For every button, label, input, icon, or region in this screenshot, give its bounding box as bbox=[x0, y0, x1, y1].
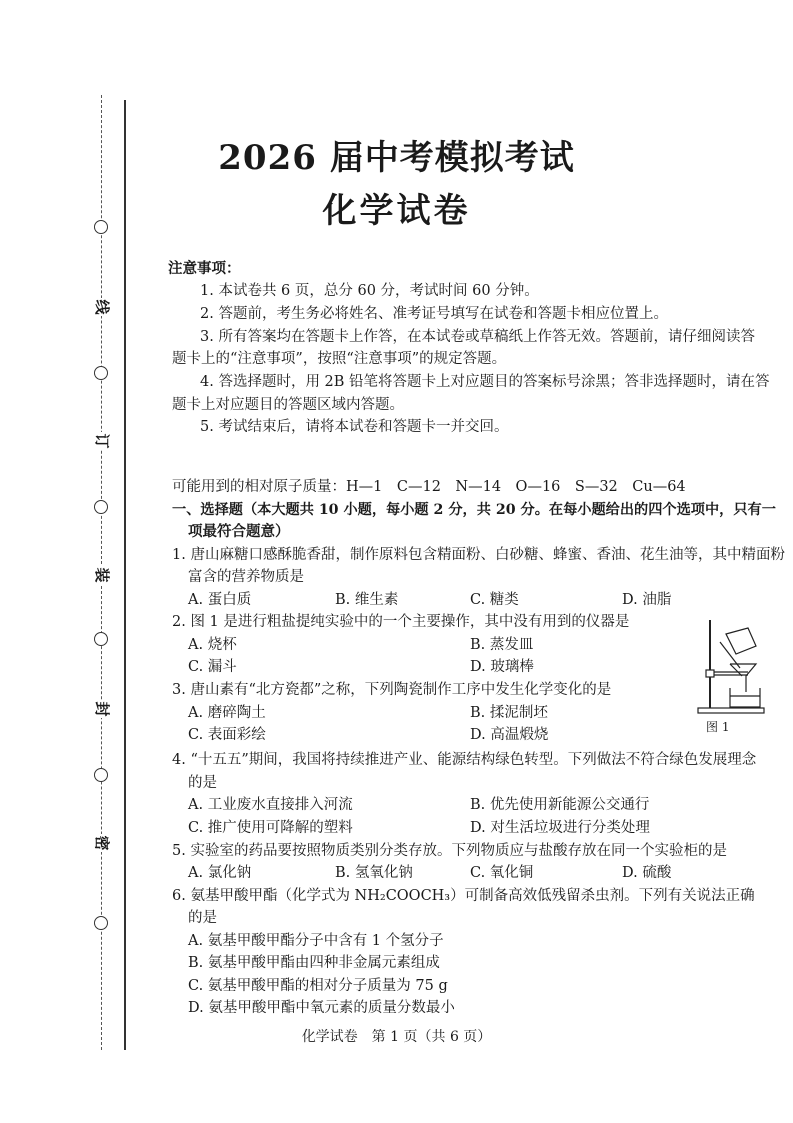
question-4-stem: 4. “十五五”期间，我国将持续推进产业、能源结构绿色转型。下列做法不符合绿色发展理念 bbox=[172, 752, 757, 768]
question-6-stem: 6. 氨基甲酸甲酯（化学式为 NH₂COOCH₃）可制备高效低残留杀虫剂。下列有关说法正确 bbox=[172, 888, 755, 904]
question-5-stem: 5. 实验室的药品要按照物质类别分类存放。下列物质应与盐酸存放在同一个实验柜的是 bbox=[172, 843, 727, 859]
q1-option-b: B. 维生素 bbox=[335, 592, 399, 608]
question-4-stem-cont: 的是 bbox=[188, 775, 217, 791]
binding-solid-line bbox=[124, 100, 126, 1050]
binding-char-zhuang: 装 bbox=[93, 567, 111, 583]
atomic-masses: 可能用到的相对原子质量：H—1 C—12 N—14 O—16 S—32 Cu—64 bbox=[172, 479, 686, 495]
q4-option-b: B. 优先使用新能源公交通行 bbox=[470, 797, 650, 813]
q6-option-b: B. 氨基甲酸甲酯由四种非金属元素组成 bbox=[188, 955, 440, 971]
binding-char-feng: 封 bbox=[93, 701, 111, 717]
notes-item: 5. 考试结束后，请将本试卷和答题卡一并交回。 bbox=[200, 419, 509, 435]
q2-option-b: B. 蒸发皿 bbox=[470, 637, 534, 653]
exam-title: 2026 届中考模拟考试 bbox=[218, 138, 575, 178]
question-3-stem: 3. 唐山素有“北方瓷都”之称，下列陶瓷制作工序中发生化学变化的是 bbox=[172, 682, 612, 698]
q3-option-d: D. 高温煅烧 bbox=[470, 727, 549, 743]
filtration-apparatus-figure bbox=[690, 612, 770, 737]
notes-item: 4. 答选择题时，用 2B 铅笔将答题卡上对应题目的答案标号涂黑；答非选择题时，请在答 bbox=[200, 374, 770, 390]
q3-option-a: A. 磨碎陶土 bbox=[188, 705, 266, 721]
q4-option-d: D. 对生活垃圾进行分类处理 bbox=[470, 820, 650, 836]
binding-circle bbox=[94, 916, 108, 930]
q1-option-a: A. 蛋白质 bbox=[188, 592, 252, 608]
question-1-stem: 1. 唐山麻糖口感酥脆香甜，制作原料包含精面粉、白砂糖、蜂蜜、香油、花生油等，其中精面粉 bbox=[172, 547, 785, 563]
q6-option-d: D. 氨基甲酸甲酯中氧元素的质量分数最小 bbox=[188, 1000, 455, 1016]
binding-char-ding: 订 bbox=[93, 433, 111, 449]
figure-caption: 图 1 bbox=[706, 720, 730, 734]
q1-option-d: D. 油脂 bbox=[622, 592, 672, 608]
q5-option-b: B. 氢氧化钠 bbox=[335, 865, 413, 881]
q2-option-d: D. 玻璃棒 bbox=[470, 659, 534, 675]
q2-option-c: C. 漏斗 bbox=[188, 659, 237, 675]
q5-option-c: C. 氧化铜 bbox=[470, 865, 534, 881]
section-heading: 一、选择题（本大题共 10 小题，每小题 2 分，共 20 分。在每小题给出的四个选项中，只有一 bbox=[172, 502, 776, 518]
q6-option-c: C. 氨基甲酸甲酯的相对分子质量为 75 g bbox=[188, 978, 448, 994]
exam-subtitle: 化学试卷 bbox=[322, 191, 471, 231]
receiving-beaker bbox=[730, 688, 760, 707]
section-heading-cont: 项最符合题意） bbox=[188, 523, 290, 540]
q2-option-a: A. 烧杯 bbox=[188, 637, 237, 653]
binding-char-mi: 密 bbox=[93, 835, 111, 851]
q5-option-d: D. 硫酸 bbox=[622, 865, 672, 881]
binding-circle bbox=[94, 500, 108, 514]
binding-circle bbox=[94, 632, 108, 646]
notes-item: 1. 本试卷共 6 页，总分 60 分，考试时间 60 分钟。 bbox=[200, 283, 539, 299]
binding-circle bbox=[94, 768, 108, 782]
q4-option-c: C. 推广使用可降解的塑料 bbox=[188, 820, 353, 836]
binding-char-xian: 线 bbox=[93, 299, 111, 315]
q1-option-c: C. 糖类 bbox=[470, 592, 519, 608]
question-1-stem-cont: 富含的营养物质是 bbox=[188, 569, 304, 585]
q6-option-a: A. 氨基甲酸甲酯分子中含有 1 个氢分子 bbox=[188, 933, 444, 949]
notes-item: 题卡上对应题目的答题区域内答题。 bbox=[172, 397, 404, 413]
q4-option-a: A. 工业废水直接排入河流 bbox=[188, 797, 353, 813]
notes-item: 2. 答题前，考生务必将姓名、准考证号填写在试卷和答题卡相应位置上。 bbox=[200, 306, 668, 322]
question-2-stem: 2. 图 1 是进行粗盐提纯实验中的一个主要操作，其中没有用到的仪器是 bbox=[172, 614, 630, 630]
notes-item: 3. 所有答案均在答题卡上作答，在本试卷或草稿纸上作答无效。答题前，请仔细阅读答 bbox=[200, 329, 755, 345]
question-6-stem-cont: 的是 bbox=[188, 910, 217, 926]
q5-option-a: A. 氯化钠 bbox=[188, 865, 252, 881]
notes-heading: 注意事项： bbox=[168, 260, 241, 277]
page-footer: 化学试卷 第 1 页（共 6 页） bbox=[301, 1029, 492, 1045]
q3-option-b: B. 揉泥制坯 bbox=[470, 705, 548, 721]
stand-base bbox=[698, 708, 764, 713]
q3-option-c: C. 表面彩绘 bbox=[188, 727, 266, 743]
pouring-beaker bbox=[726, 628, 756, 654]
binding-circle bbox=[94, 366, 108, 380]
notes-item: 题卡上的“注意事项”，按照“注意事项”的规定答题。 bbox=[172, 351, 507, 367]
